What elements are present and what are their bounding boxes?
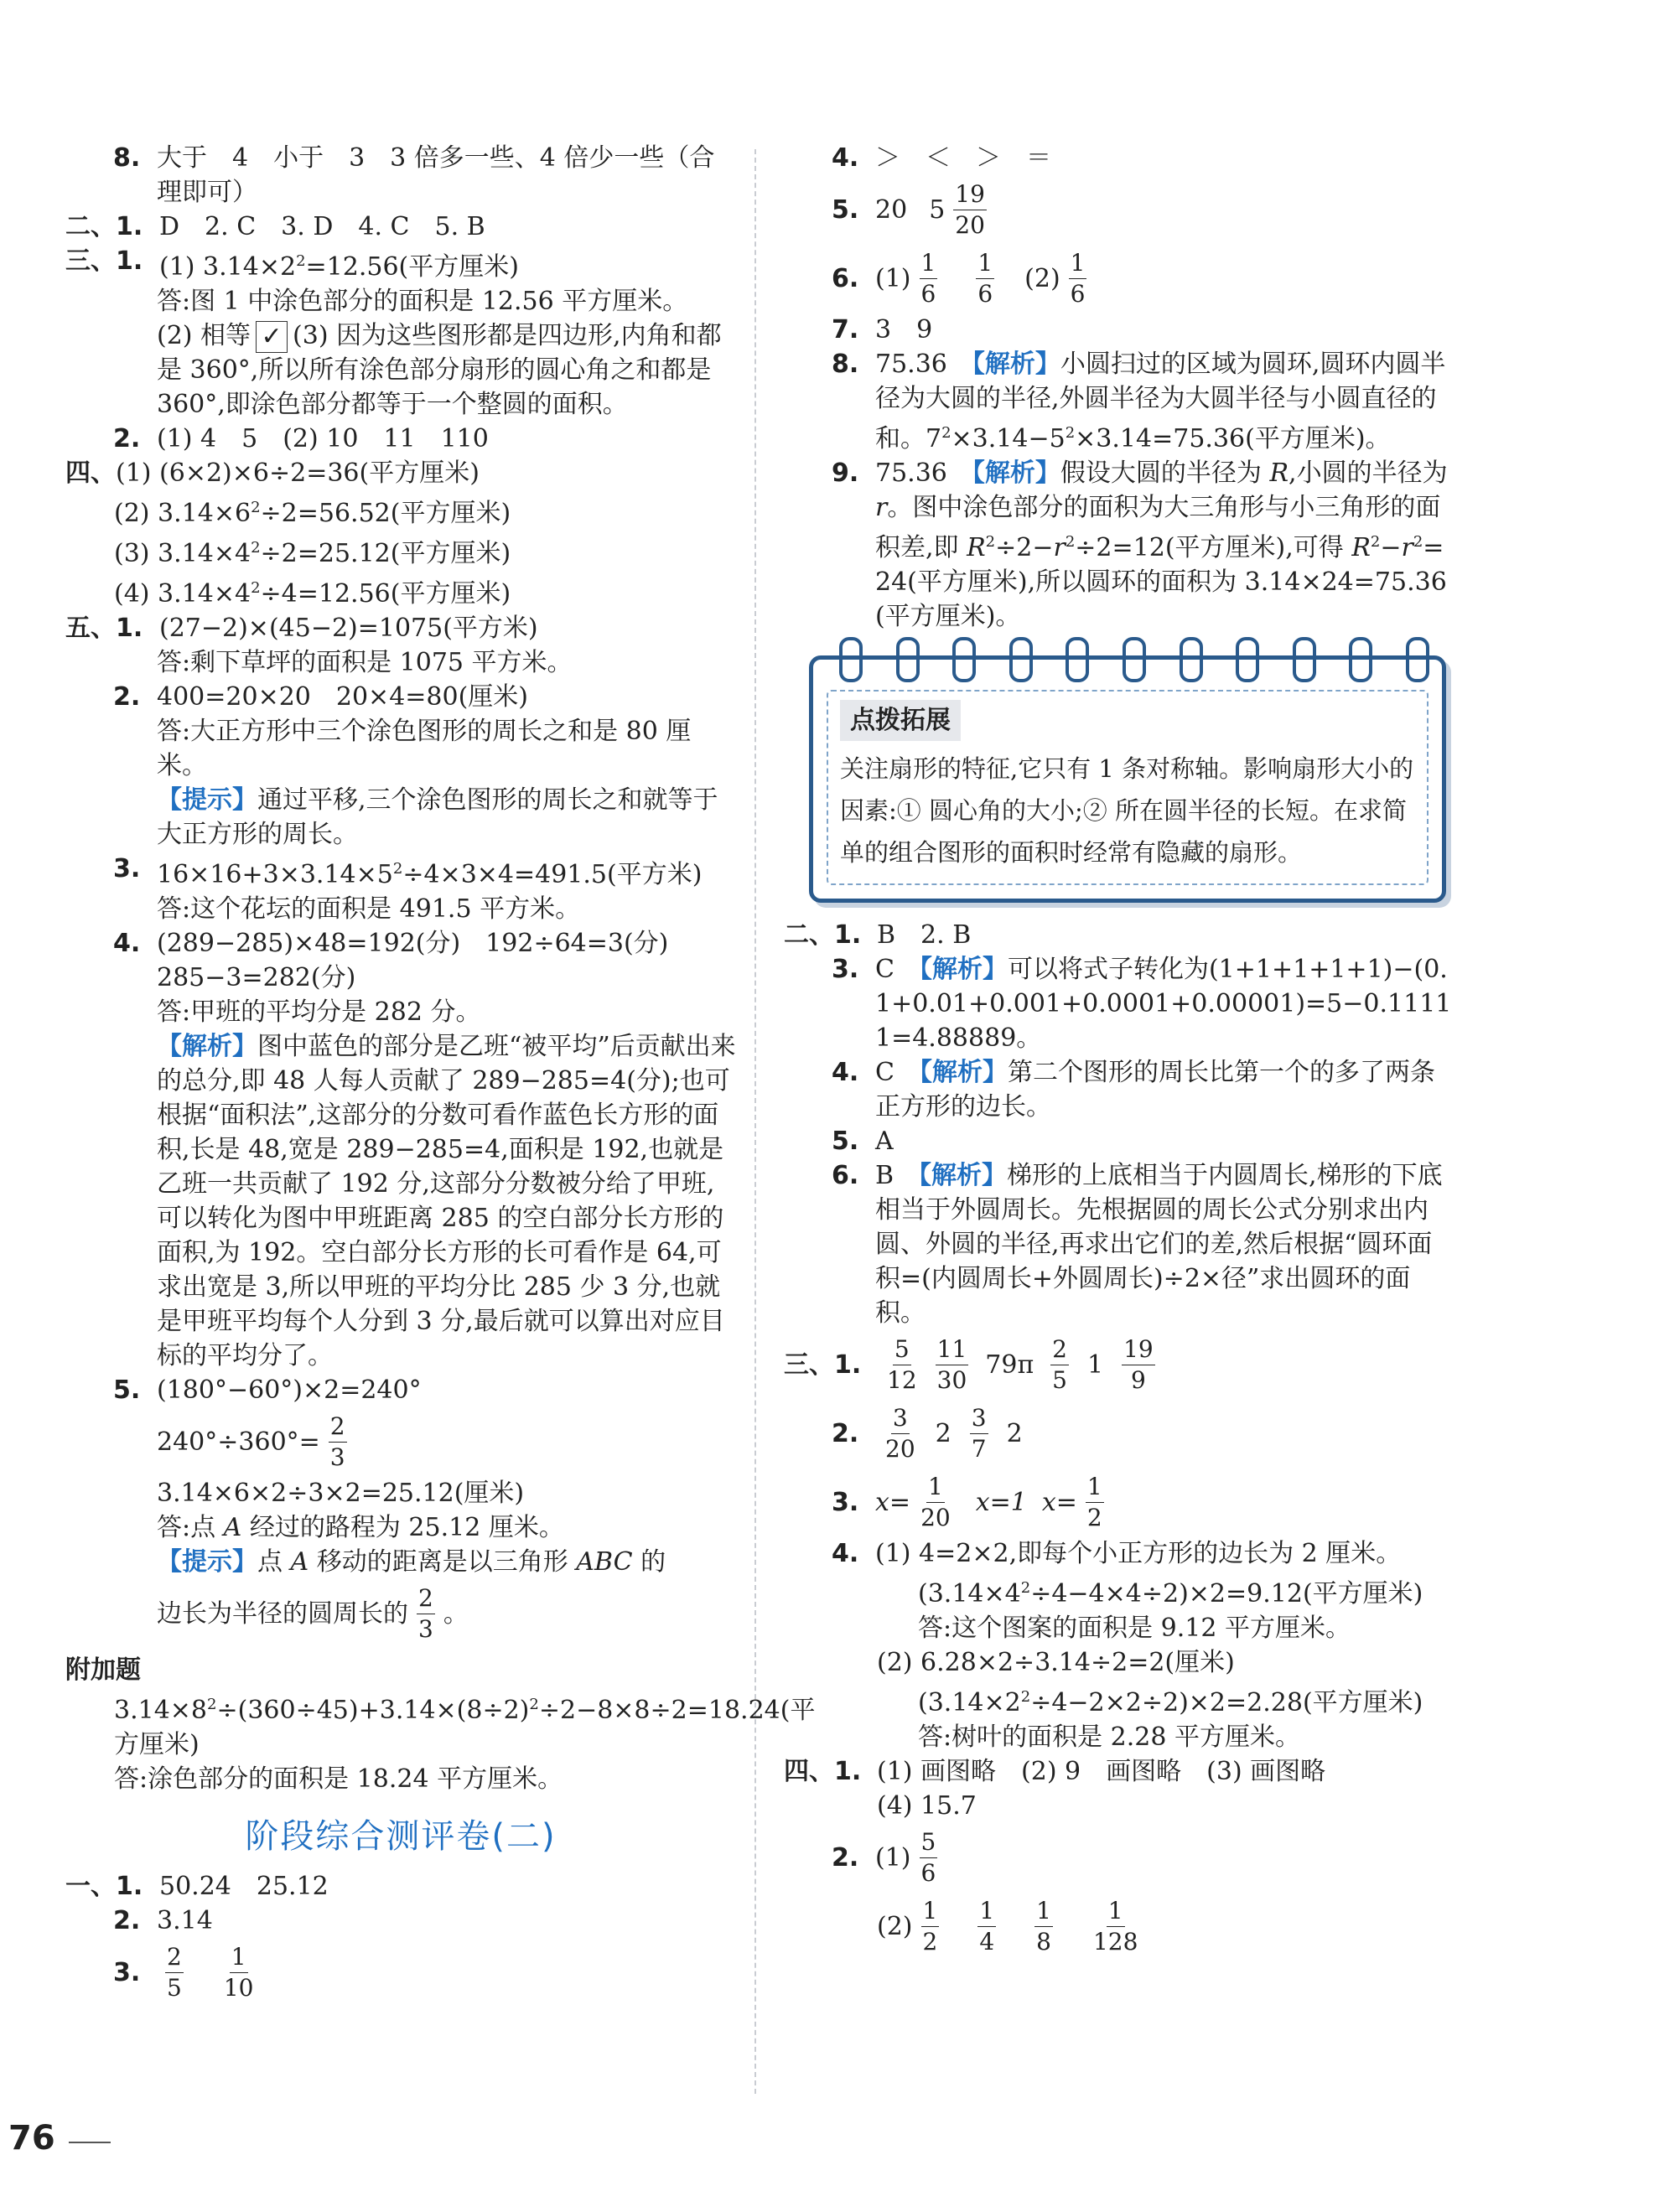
question-label: 2. <box>832 1842 859 1873</box>
denominator: 30 <box>936 1365 967 1394</box>
question-label: 9. <box>832 458 859 488</box>
denominator: 20 <box>955 210 985 239</box>
analysis-tag: 【解析】 <box>972 350 1060 379</box>
fraction <box>1050 1335 1069 1395</box>
numerator: 2 <box>165 1943 184 1973</box>
fraction <box>1122 1335 1155 1395</box>
numerator: 1 <box>921 1897 940 1927</box>
section-label: 四、 <box>65 458 116 488</box>
answer-line: (2) 6.28×2÷3.14÷2=2(厘米) <box>877 1648 1235 1677</box>
answer-text <box>875 1055 1454 1124</box>
answer-text: B 2. B <box>877 920 972 950</box>
numerator: 1 <box>926 1473 945 1503</box>
answer-line: $16\times 16+3\times 3.14\times 5^2\div 4\times 3\times 4=491.5$(平方米) <box>157 860 703 889</box>
column-divider <box>754 149 756 2094</box>
r-section-3-q4 <box>784 1536 1454 1754</box>
denominator: 3 <box>329 1443 345 1471</box>
hint-text: 通过平移,三个涂色图形的周长之和就等于大正方形的周长。 <box>157 785 718 849</box>
question-label: 6. <box>832 1161 859 1190</box>
answer-line: (2) $3.14\times 6^2\div 2=56.52$(平方厘米) <box>114 499 511 528</box>
r-q4 <box>784 141 1454 175</box>
part-label: (2) <box>877 1911 913 1941</box>
section-5-q4 <box>65 926 736 1373</box>
r-section-2-q5 <box>784 1124 1454 1158</box>
denominator: 6 <box>1070 279 1086 308</box>
denominator: 2 <box>1086 1503 1102 1531</box>
analysis-text: 第二个图形的周长比第一个的多了两条正方形的边长。 <box>875 1058 1435 1122</box>
question-label: 3. <box>832 1487 859 1517</box>
section-label: 五、1. <box>65 614 143 643</box>
extra-heading: 附加题 <box>65 1655 141 1685</box>
analysis <box>65 1029 736 1373</box>
section-4 <box>65 456 736 611</box>
answer-line: 答:剩下草坪的面积是 1075 平方米。 <box>157 648 573 677</box>
numerator: 1 <box>230 1943 248 1973</box>
question-label: 8. <box>113 143 141 173</box>
equation-text: 240°÷360°= <box>157 1427 320 1457</box>
question-label: 2. <box>113 1906 141 1935</box>
question-label: 2. <box>113 682 141 712</box>
denominator: 2 <box>922 1927 938 1956</box>
answer-part: (2) 相等 <box>157 321 251 350</box>
notebook-rings <box>839 637 1429 682</box>
right-column <box>784 141 1454 1961</box>
section-3-q2 <box>65 422 736 456</box>
ring-icon <box>952 637 976 682</box>
answer-line: 285−3=282(分) <box>157 963 356 992</box>
analysis-text: 梯形的上底相当于内圆周长,梯形的下底相当于外圆周长。先根据圆的周长公式分别求出内圆、外圆的半径,再求出它们的差,然后根据“圆环面积=(内圆周长+外圆周长)÷2×径”求出圆环的面积。 <box>875 1161 1443 1328</box>
analysis-text: 图中蓝色的部分是乙班“被平均”后贡献出来的总分,即 48 人每人贡献了 289−285=4(分);也可根据“面积法”,这部分的分数可看作蓝色长方形的面积,长是 48,宽是 289−285=4,面积是 192,也就是乙班一共贡献了 192 分,这部分分数被分给了甲班,可以转化为图中甲班距离 285 的空白部分长方形的面积,为 192。空白部分长方形的长可看作是 64,可求出宽是 3,所以甲班的平均分比 285 少 3 分,也就是甲班平均每个人分到 3 分,最后就可以算出对应目标的平均分了。 <box>157 1032 736 1370</box>
question-label: 3. <box>113 854 141 883</box>
section-label: 一、1. <box>65 1872 143 1901</box>
equation-text: x=1 <box>975 1487 1027 1517</box>
hint-text: 边长为半径的圆周长的 <box>157 1598 408 1629</box>
answer-line: 400=20×20 20×4=80(厘米) <box>157 682 528 712</box>
answer-line: 答:这个花坛的面积是 491.5 平方米。 <box>157 894 581 924</box>
test-section-1-q3 <box>65 1938 736 2007</box>
answer-line: (4) $3.14\times 4^2\div 4=12.56$(平方厘米) <box>114 579 511 609</box>
answer-line: (27−2)×(45−2)=1075(平方米) <box>159 614 538 643</box>
test-section-1-q1 <box>65 1869 736 1904</box>
notebook-box <box>809 655 1446 903</box>
section-label: 三、1. <box>784 1349 862 1380</box>
answer-value: 2 <box>1006 1418 1023 1448</box>
answer-text <box>875 952 1454 1055</box>
hint-text: 点 A 移动的距离是以三角形 ABC 的 <box>257 1547 666 1577</box>
numerator: 1 <box>977 1897 996 1927</box>
denominator: 8 <box>1036 1927 1051 1956</box>
answer-value: 75.36 <box>875 458 947 488</box>
fraction <box>417 1584 435 1644</box>
fraction <box>222 1943 256 2002</box>
answer-text: 大于 4 小于 3 3 倍多一些、4 倍少一些（合理即可） <box>157 143 715 207</box>
answer-value: C <box>875 1058 894 1087</box>
answer-text: 3.14 <box>157 1906 213 1935</box>
fraction <box>970 1404 988 1463</box>
numerator: 1 <box>1107 1897 1125 1927</box>
answer-value: 20 <box>875 194 908 225</box>
fraction <box>884 1404 917 1463</box>
answer-value: 79π <box>985 1349 1034 1380</box>
hint-text: 。 <box>443 1598 469 1629</box>
fraction <box>919 1473 952 1532</box>
question-label: 4. <box>113 929 141 958</box>
question-label: 5. <box>832 1127 859 1156</box>
section-label: 四、1. <box>784 1757 862 1786</box>
hint-tag: 【提示】 <box>157 785 257 815</box>
fraction <box>921 1897 940 1956</box>
r-q9 <box>784 456 1454 634</box>
ring-icon <box>1406 637 1429 682</box>
test-title: 阶段综合测评卷(二) <box>245 1817 557 1856</box>
question-label: 4. <box>832 1058 859 1087</box>
ring-icon <box>1066 637 1089 682</box>
denominator: 4 <box>979 1927 995 1956</box>
equation-text: x= <box>1041 1487 1077 1517</box>
hint-line <box>65 1579 736 1648</box>
notebook-title: 点拨拓展 <box>840 700 961 741</box>
answer-line: (3) $3.14\times 4^2\div 2=25.12$(平方厘米) <box>114 539 511 568</box>
answer-text: ＞ ＜ ＞ ＝ <box>875 143 1051 173</box>
denominator: 20 <box>885 1434 915 1463</box>
ring-icon <box>839 637 863 682</box>
answer-line: (1) (6×2)×6÷2=36(平方厘米) <box>116 458 480 488</box>
answer-text: D 2. C 3. D 4. C 5. B <box>159 212 485 241</box>
r-q6 <box>784 244 1454 313</box>
numerator: 1 <box>1034 1897 1053 1927</box>
question-label: 5. <box>832 194 859 225</box>
numerator: 5 <box>920 1828 938 1858</box>
answer-value: 5 <box>929 194 946 225</box>
fraction <box>329 1412 347 1472</box>
answer-line: $3.14\times 8^2\div(360\div 45)+3.14\times(8\div 2)^2\div 2-8\times 8\div 2=18.24$(平方厘米) <box>114 1696 816 1759</box>
denominator: 3 <box>418 1614 433 1643</box>
part-label: (1) <box>875 263 911 293</box>
answer-value: C <box>875 955 894 984</box>
answer-line: (4) 15.7 <box>877 1791 977 1821</box>
r-q8 <box>784 347 1454 456</box>
answer-line: 3.14×6×2÷3×2=25.12(厘米) <box>157 1479 525 1508</box>
analysis-tag: 【解析】 <box>919 1058 1008 1087</box>
answer-text: 3 9 <box>875 315 933 344</box>
page-number: 76 <box>8 2119 55 2158</box>
analysis-tag: 【解析】 <box>919 1161 1008 1190</box>
fraction <box>920 1828 938 1888</box>
ring-icon <box>1349 637 1372 682</box>
answer-line <box>65 1407 736 1476</box>
question-label: 2. <box>113 424 141 453</box>
r-section-2-q4 <box>784 1055 1454 1124</box>
part-label: (1) <box>875 1842 911 1873</box>
ring-icon <box>1180 637 1203 682</box>
question-label: 7. <box>832 315 859 344</box>
analysis-text: 可以将式子转化为(1+1+1+1+1)−(0.1+0.01+0.001+0.0001+0.00001)=5−0.11111=4.88889。 <box>875 955 1452 1053</box>
fraction <box>976 249 994 308</box>
r-section-2-q1 <box>784 918 1454 952</box>
ring-icon <box>1293 637 1316 682</box>
ring-icon <box>896 637 920 682</box>
notebook-inner <box>827 690 1429 885</box>
answer-value: 2 <box>935 1418 951 1448</box>
ring-icon <box>1009 637 1033 682</box>
answer-value: 1 <box>1087 1349 1104 1380</box>
fraction <box>1069 249 1087 308</box>
fraction <box>1091 1897 1139 1956</box>
numerator: 3 <box>891 1404 910 1434</box>
r-section-4-q2-part2 <box>784 1892 1454 1961</box>
answer-text: 75.36 【解析】小圆扫过的区域为圆环,圆环内圆半径为大圆的半径,外圆半径为大圆半径与小圆直径的和。$7^2\times 3.14-5^2\times 3.14=75.36$(平方厘米)。 <box>875 350 1446 453</box>
page-number-rule <box>69 2142 111 2143</box>
analysis-tag: 【解析】 <box>157 1032 257 1061</box>
r-section-4-q2-part1 <box>784 1823 1454 1892</box>
section-5-q2 <box>65 680 736 852</box>
fraction <box>1034 1897 1053 1956</box>
section-3-q1 <box>65 244 736 422</box>
question-label: 8. <box>832 350 859 379</box>
denominator: 5 <box>167 1973 182 2002</box>
answer-part: (3) 因为这些图形都是四边形,内角和都是 360°,所以所有涂色部分扇形的圆心角之和都是 360°,即涂色部分都等于一个整圆的面积。 <box>157 321 722 419</box>
denominator: 12 <box>887 1365 917 1394</box>
answer-value: B <box>875 1161 894 1190</box>
hint <box>65 783 736 852</box>
answer-value: 75.36 <box>875 350 947 379</box>
fraction <box>920 249 938 308</box>
answer-line: 答:甲班的平均分是 282 分。 <box>157 997 481 1027</box>
denominator: 6 <box>977 279 993 308</box>
denominator: 6 <box>920 1858 936 1887</box>
r-section-3-q1 <box>784 1330 1454 1399</box>
r-q5 <box>784 175 1454 244</box>
ring-icon <box>1236 637 1259 682</box>
test-section-1-q2 <box>65 1904 736 1938</box>
answer-line: (289−285)×48=192(分) 192÷64=3(分) <box>157 929 669 958</box>
numerator: 1 <box>1086 1473 1104 1503</box>
answer-line: (1) 画图略 (2) 9 画图略 (3) 画图略 <box>877 1757 1326 1786</box>
section-label: 二、1. <box>65 212 143 241</box>
tips-notebook <box>809 655 1446 903</box>
numerator: 2 <box>1050 1335 1069 1365</box>
numerator: 19 <box>953 180 987 210</box>
analysis-tag: 【解析】 <box>919 955 1008 984</box>
denominator: 7 <box>971 1434 987 1463</box>
hint-tag: 【提示】 <box>157 1547 257 1577</box>
answer-line <box>65 319 736 422</box>
answer-text: 75.36 【解析】假设大圆的半径为 R,小圆的半径为 r。图中涂色部分的面积为大三角形与小三角形的面积差,即 $R^2\div 2-r^2\div 2=12$(平方厘米),可得 $R^2-r^2=24$(平方厘米),所以圆环的面积为 3.14×24=75.36(平方厘米)。 <box>875 458 1448 631</box>
question-label: 4. <box>832 1539 859 1568</box>
q8-answer <box>65 141 736 210</box>
numerator: 5 <box>893 1335 911 1365</box>
section-5-q5 <box>65 1373 736 1648</box>
answer-line: (180°−60°)×2=240° <box>157 1375 422 1405</box>
answer-line: 答:大正方形中三个涂色图形的周长之和是 80 厘米。 <box>157 717 692 780</box>
r-q7 <box>784 313 1454 347</box>
fraction <box>165 1943 184 2002</box>
denominator: 10 <box>223 1973 254 2002</box>
numerator: 2 <box>417 1584 435 1614</box>
question-label: 6. <box>832 263 859 293</box>
answer-line: 答:图 1 中涂色部分的面积是 12.56 平方厘米。 <box>157 287 688 316</box>
answer-line: $(3.14\times 2^2\div 4-2\times 2\div 2)\times 2=2.28$(平方厘米) <box>918 1688 1423 1717</box>
r-section-2-q6 <box>784 1158 1454 1330</box>
analysis-tag: 【解析】 <box>972 458 1060 488</box>
notebook-text: 关注扇形的特征,它只有 1 条对称轴。影响扇形大小的因素:① 圆心角的大小;② 所在圆半径的长短。在求简单的组合图形的面积时经常有隐藏的扇形。 <box>840 754 1414 867</box>
r-section-2-q3 <box>784 952 1454 1055</box>
answer-text <box>875 1158 1454 1330</box>
answer-text: (1) 4 5 (2) 10 11 110 <box>157 424 489 453</box>
numerator: 1 <box>1069 249 1087 279</box>
question-label: 3. <box>832 955 859 984</box>
question-label: 5. <box>113 1375 141 1405</box>
answer-text: 50.24 25.12 <box>159 1872 329 1901</box>
answer-line: (1) 4=2×2,即每个小正方形的边长为 2 厘米。 <box>875 1539 1402 1568</box>
r-section-3-q2 <box>784 1399 1454 1468</box>
answer-line: 答:点 A 经过的路程为 25.12 厘米。 <box>157 1513 564 1542</box>
answer-text: A <box>875 1127 894 1156</box>
section-label: 二、1. <box>784 920 862 950</box>
r-section-3-q3 <box>784 1468 1454 1536</box>
answer-line: 答:涂色部分的面积是 18.24 平方厘米。 <box>114 1764 563 1794</box>
fraction <box>953 180 987 240</box>
denominator: 6 <box>920 279 936 308</box>
answer-line: (1) $3.14\times 2^2=12.56$(平方厘米) <box>159 252 519 282</box>
numerator: 1 <box>976 249 994 279</box>
denominator: 5 <box>1052 1365 1067 1394</box>
fraction <box>936 1335 969 1395</box>
fraction <box>977 1897 996 1956</box>
numerator: 1 <box>920 249 938 279</box>
ring-icon <box>1123 637 1146 682</box>
section-5-q1 <box>65 611 736 680</box>
part-label: (2) <box>1024 263 1060 293</box>
denominator: 128 <box>1092 1927 1138 1956</box>
question-label: 3. <box>113 1957 141 1987</box>
check-box: ✓ <box>256 321 288 353</box>
hint <box>65 1545 736 1579</box>
fraction <box>885 1335 919 1395</box>
numerator: 11 <box>936 1335 969 1365</box>
answer-line: 答:这个图案的面积是 9.12 平方厘米。 <box>918 1614 1351 1643</box>
numerator: 3 <box>970 1404 988 1434</box>
section-5-q3 <box>65 852 736 926</box>
question-label: 4. <box>832 143 859 173</box>
answer-line: 答:树叶的面积是 2.28 平方厘米。 <box>918 1722 1300 1752</box>
denominator: 9 <box>1131 1365 1146 1394</box>
numerator: 19 <box>1122 1335 1155 1365</box>
section-label: 三、1. <box>65 246 143 276</box>
r-section-4-q1 <box>784 1754 1454 1823</box>
extra-question <box>65 1653 816 1796</box>
equation-text: x= <box>875 1487 911 1517</box>
denominator: 20 <box>920 1503 951 1531</box>
section-2-answers <box>65 210 736 244</box>
numerator: 2 <box>329 1412 347 1443</box>
question-label: 2. <box>832 1418 859 1448</box>
left-column <box>65 141 816 2007</box>
answer-line: $(3.14\times 4^2\div 4-4\times 4\div 2)\times 2=9.12$(平方厘米) <box>918 1579 1423 1608</box>
fraction <box>1086 1473 1104 1532</box>
